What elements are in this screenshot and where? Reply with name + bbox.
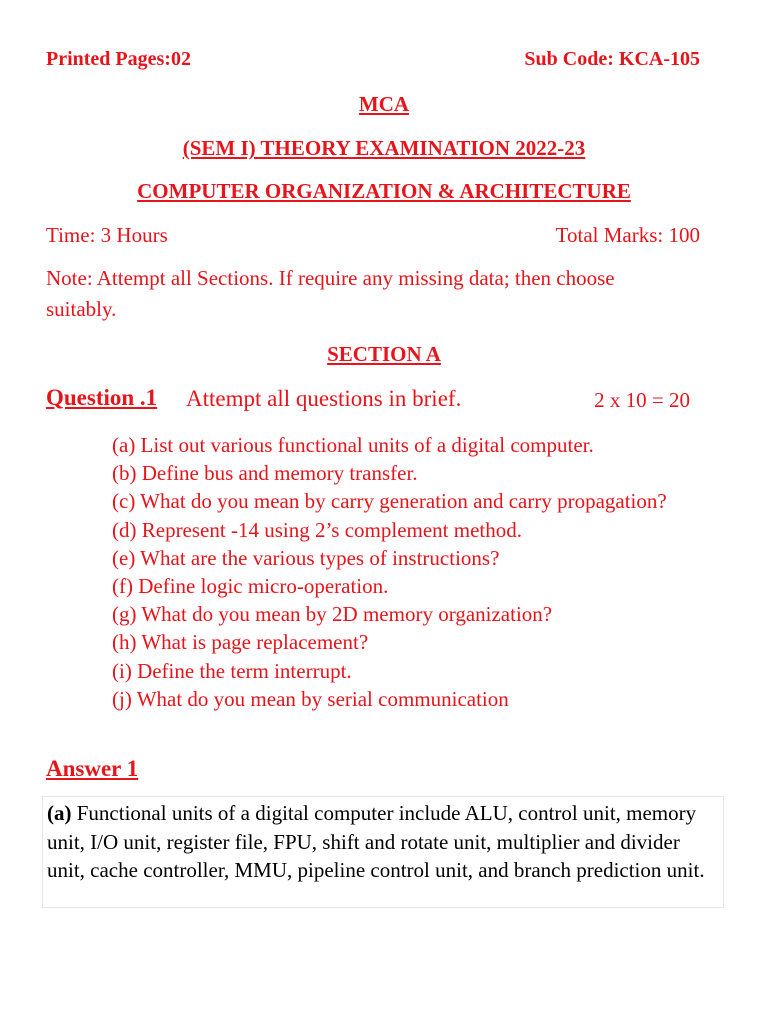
exam-title: (SEM I) THEORY EXAMINATION 2022-23	[182, 136, 586, 160]
exam-meta	[46, 223, 700, 248]
list-item: (i) Define the term interrupt.	[112, 658, 352, 683]
answer-part-label: (a)	[47, 801, 72, 825]
exam-note: Note: Attempt all Sections. If require any missing data; then choose suitably.	[46, 266, 615, 321]
course-title: MCA	[358, 92, 410, 116]
question-list	[112, 431, 712, 713]
list-item: (c) What do you mean by carry generation and carry propagation?	[112, 489, 667, 514]
list-item: (a) List out various functional units of a digital computer.	[112, 433, 594, 457]
section-title: SECTION A	[327, 342, 441, 366]
list-item: (h) What is page replacement?	[112, 630, 369, 655]
question-header	[46, 385, 696, 417]
page-header	[46, 48, 700, 71]
answer-heading: Answer 1	[46, 756, 139, 781]
list-item: (e) What are the various types of instructions?	[112, 545, 500, 570]
list-item: (j) What do you mean by serial communication	[112, 686, 509, 711]
total-marks: Total Marks: 100	[555, 223, 700, 247]
subject-title: COMPUTER ORGANIZATION & ARCHITECTURE	[137, 179, 631, 203]
question-instruction: Attempt all questions in brief.	[186, 386, 462, 411]
time-allowed: Time: 3 Hours	[46, 223, 168, 247]
question-label: Question .1	[46, 385, 158, 410]
answer-box	[42, 796, 724, 908]
list-item: (g) What do you mean by 2D memory organization?	[112, 602, 553, 627]
printed-pages: Printed Pages:02	[46, 48, 191, 70]
answer-text: Functional units of a digital computer include ALU, control unit, memory unit, I/O unit, register file, FPU, shift and rotate unit, multiplier and divider unit, cache controller, MMU, pipeline control unit, and branch prediction unit.	[47, 801, 705, 882]
sub-code: Sub Code: KCA-105	[524, 48, 700, 70]
list-item: (f) Define logic micro-operation.	[112, 574, 389, 599]
question-marks: 2 x 10 = 20	[594, 388, 690, 412]
list-item: (d) Represent -14 using 2’s complement method.	[112, 517, 523, 542]
list-item: (b) Define bus and memory transfer.	[112, 461, 418, 486]
